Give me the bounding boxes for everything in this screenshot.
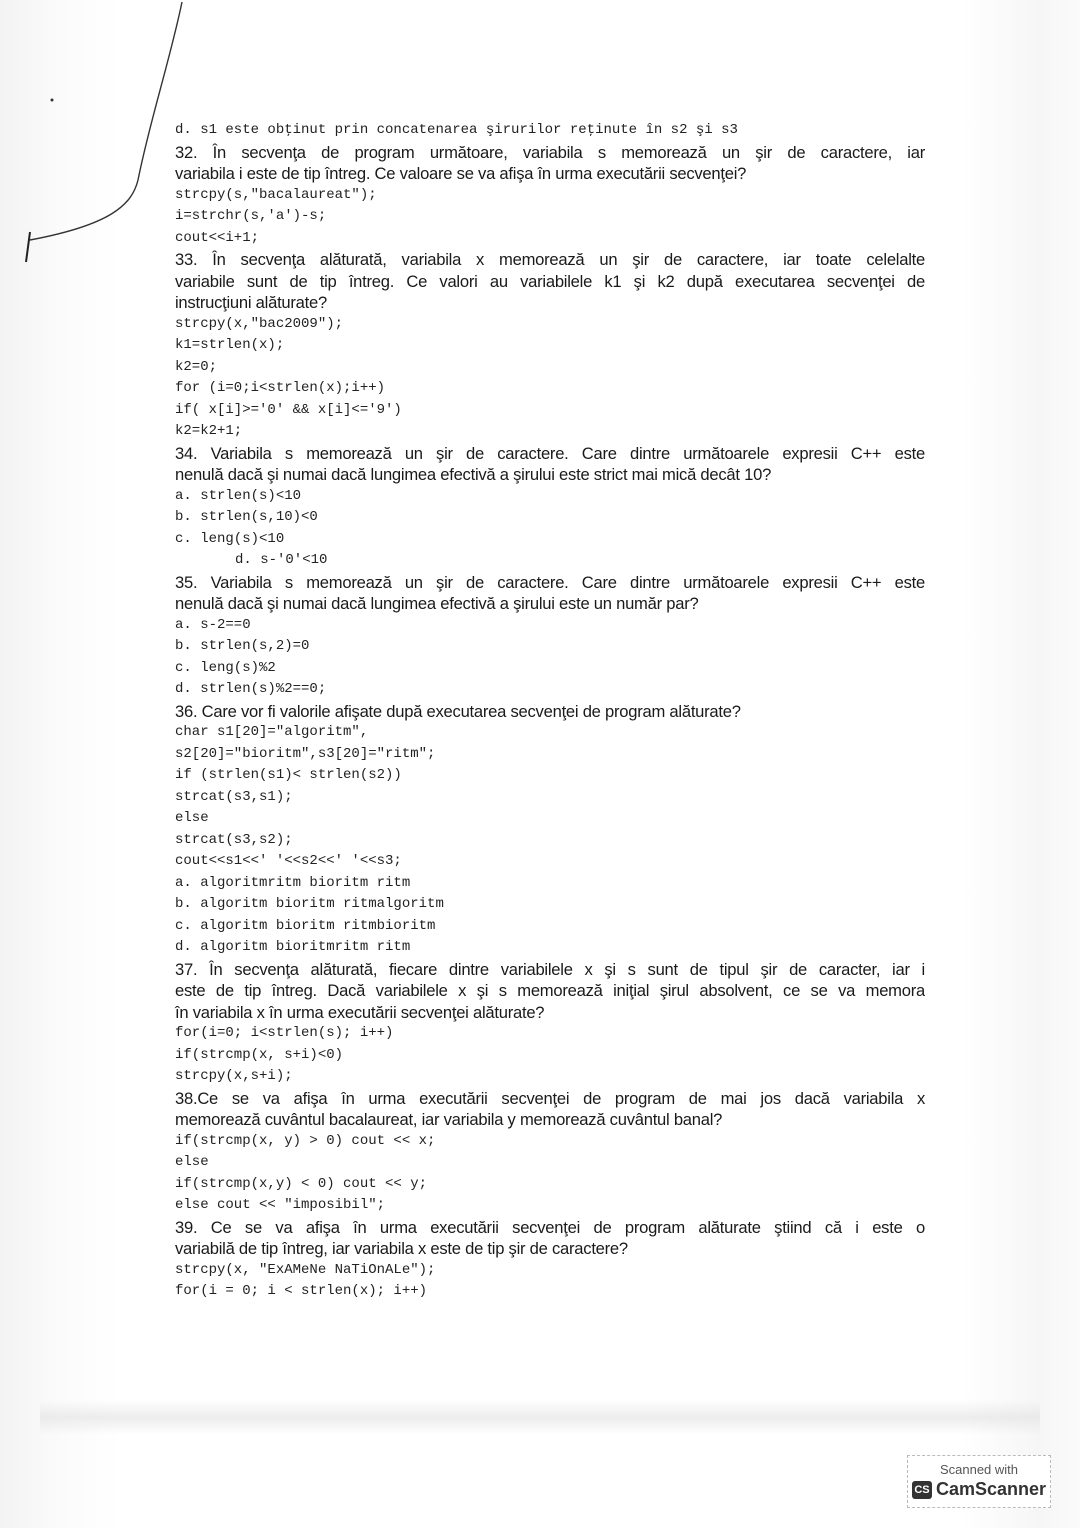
code-line: else cout << "imposibil"; xyxy=(175,1197,386,1213)
text-line: 35. Variabila s memorează un şir de caractere. Care dintre următoarele expresii C++ este xyxy=(175,572,925,592)
code-line: a. strlen(s)<10 xyxy=(175,487,302,504)
text-line: variabilă de tip întreg, iar variabila x este de tip şir de caractere? xyxy=(175,1239,628,1258)
code-line: b. algoritm bioritm ritmalgoritm xyxy=(175,896,444,912)
code-line: if(strcmp(x, s+i)<0) xyxy=(175,1046,344,1063)
code-line: for(i = 0; i < strlen(x); i++) xyxy=(175,1283,428,1299)
text-line: memorează cuvântul bacalaureat, iar variabila y memorează cuvântul banal? xyxy=(175,1110,723,1129)
code-line: c. leng(s)%2 xyxy=(175,659,276,676)
code-line: k1=strlen(x); xyxy=(175,337,285,353)
code-line: c. leng(s)<10 xyxy=(175,530,285,547)
code-line: strcat(s3,s2); xyxy=(175,831,293,848)
code-line: if (strlen(s1)< strlen(s2)) xyxy=(175,767,402,783)
text-line: 36. Care vor fi valorile afişate după executarea secvenţei de program alăturate? xyxy=(175,701,741,721)
code-line: b. strlen(s,10)<0 xyxy=(175,509,318,525)
text-line: în variabila x în urma executării secvenţei alăturate? xyxy=(175,1002,545,1022)
code-line: k2=0; xyxy=(175,358,218,375)
code-line: b. strlen(s,2)=0 xyxy=(175,638,310,654)
code-line: for(i=0; i<strlen(s); i++) xyxy=(175,1025,394,1041)
text-line: instrucţiuni alăturate? xyxy=(175,293,327,312)
text-line: nenulă dacă şi numai dacă lungimea efectivă a şirului este strict mai mică decât 10? xyxy=(175,465,772,484)
code-line: d. algoritm bioritmritm ritm xyxy=(175,939,411,955)
code-line: if(strcmp(x, y) > 0) cout << x; xyxy=(175,1132,436,1149)
code-line: a. s-2==0 xyxy=(175,616,251,633)
code-line: i=strchr(s,'a')-s; xyxy=(175,208,327,224)
code-line: strcat(s3,s1); xyxy=(175,788,293,805)
code-line: d. s-'0'<10 xyxy=(235,552,328,568)
code-line: k2=k2+1; xyxy=(175,423,243,439)
camscanner-watermark xyxy=(907,1455,1051,1508)
text-line: este de tip întreg. Dacă variabilele x şi s memorează iniţial şirul absolvent, ce se va memora xyxy=(175,981,925,1000)
code-line: if( x[i]>='0' && x[i]<='9') xyxy=(175,401,402,418)
code-line: strcpy(x,"bac2009"); xyxy=(175,315,344,332)
watermark-brand: CamScanner xyxy=(935,1479,1047,1499)
text-line: 39. Ce se va afişa în urma executării secvenţei de program alăturate ştiind că i este o xyxy=(175,1217,925,1237)
scan-shadow xyxy=(40,1400,1040,1435)
watermark-caption: Scanned with xyxy=(939,1462,1019,1477)
text-line: 33. În secvenţa alăturată, variabila x memorează un şir de caractere, iar toate celelalte xyxy=(175,250,925,269)
text-line: variabile sunt de tip întreg. Ce valori au variabilele k1 şi k2 după executarea secvenţei de xyxy=(175,271,925,291)
code-line: strcpy(s,"bacalaureat"); xyxy=(175,186,377,203)
code-line: cout<<i+1; xyxy=(175,229,260,246)
text-line: 37. În secvenţa alăturată, fiecare dintre variabilele x şi s sunt de tipul şir de caracter, iar i xyxy=(175,959,925,979)
code-line: strcpy(x,s+i); xyxy=(175,1068,293,1084)
code-line: if(strcmp(x,y) < 0) cout << y; xyxy=(175,1175,428,1192)
text-line: nenulă dacă şi numai dacă lungimea efectivă a şirului este un număr par? xyxy=(175,594,699,613)
pen-stroke-mark xyxy=(0,0,200,270)
code-line: a. algoritmritm bioritm ritm xyxy=(175,874,411,891)
document-text xyxy=(175,120,925,1303)
code-line: else xyxy=(175,1154,209,1170)
code-line: for (i=0;i<strlen(x);i++) xyxy=(175,380,386,396)
code-line: c. algoritm bioritm ritmbioritm xyxy=(175,917,436,934)
code-line: d. strlen(s)%2==0; xyxy=(175,681,327,697)
text-line: 38.Ce se va afişa în urma executării secvenţei de program de mai jos dacă variabila x xyxy=(175,1088,925,1108)
text-line: 32. În secvenţa de program următoare, variabila s memorează un şir de caractere, iar xyxy=(175,142,925,162)
text-line: 34. Variabila s memorează un şir de caractere. Care dintre următoarele expresii C++ este xyxy=(175,443,925,463)
code-line: d. s1 este obţinut prin concatenarea şirurilor reţinute în s2 şi s3 xyxy=(175,122,738,138)
code-line: s2[20]="bioritm",s3[20]="ritm"; xyxy=(175,745,436,762)
text-line: variabila i este de tip întreg. Ce valoare se va afişa în urma executării secvenţei? xyxy=(175,164,747,183)
code-line: char s1[20]="algoritm", xyxy=(175,724,369,740)
code-line: else xyxy=(175,810,209,826)
camscanner-logo-icon: CS xyxy=(912,1481,932,1499)
code-line: cout<<s1<<' '<<s2<<' '<<s3; xyxy=(175,853,402,869)
code-line: strcpy(x, "ExAMeNe NaTiOnALe"); xyxy=(175,1261,436,1278)
